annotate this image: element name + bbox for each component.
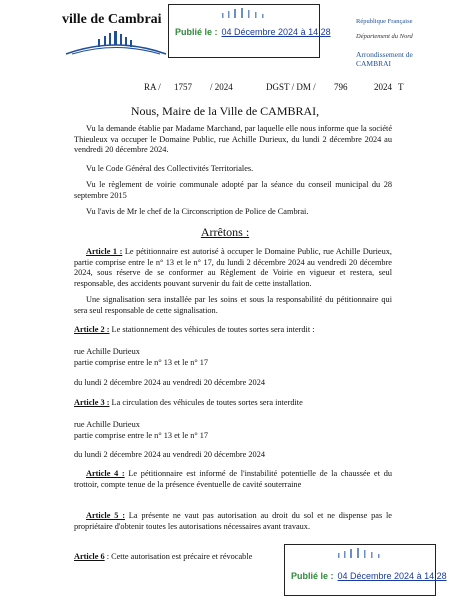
article-4-label: Article 4 : — [86, 469, 125, 478]
article-2-text: Le stationnement des véhicules de toutes sortes sera interdit : — [109, 325, 315, 334]
ref-year: / 2024 — [210, 82, 233, 92]
city-logo — [62, 12, 170, 56]
preamble-police: Vu l'avis de Mr le chef de la Circonscription de Police de Cambrai. — [86, 207, 309, 216]
article-3-section: partie comprise entre le n° 13 et le n° 17 — [74, 431, 209, 440]
ref-number-2: 796 — [334, 82, 348, 92]
article-3-period: du lundi 2 décembre 2024 au vendredi 20 décembre 2024 — [74, 450, 265, 459]
article-5 — [74, 511, 392, 532]
article-1-text: Le pétitionnaire est autorisé à occuper le Domaine Public, rue Achille Durieux, partie comprise entre le n° 13 et le n° 17, du lundi 2 décembre 2024 au vendredi 20 décembre 2024, sous réserve de se conformer au Règlement de Voirie en vigueur et restera, seul responsable, des accidents pouvant survenir du fait de cette installation. — [74, 247, 392, 288]
article-3-label: Article 3 : — [74, 398, 110, 407]
ref-service: DGST / DM / — [266, 82, 316, 92]
page-title: Nous, Maire de la Ville de CAMBRAI, — [130, 104, 320, 118]
logo-skyline-icon — [64, 30, 168, 56]
article-2-section: partie comprise entre le n° 13 et le n° 17 — [74, 358, 209, 367]
article-5-text: La présente ne vaut pas autorisation au droit du sol et ne dispense pas le propriétaire d'obtenir toutes les autorisations nécessaires avant travaux. — [74, 511, 392, 531]
decision-heading: Arrêtons : — [200, 225, 250, 239]
stamp-date-bottom: 04 Décembre 2024 à 14:28 — [337, 571, 447, 581]
publication-stamp-top — [168, 4, 331, 58]
article-1-signalisation: Une signalisation sera installée par les soins et sous la responsabilité du pétitionnaire qui sera seul responsable de cette signalisation. — [74, 295, 392, 315]
ref-suffix: T — [398, 82, 404, 92]
stamp-label: Publié le : — [175, 27, 218, 37]
article-3-street: rue Achille Durieux — [74, 420, 140, 429]
stamp-date: 04 Décembre 2024 à 14:28 — [221, 27, 331, 37]
ref-ra: RA / — [144, 82, 161, 92]
preamble-reglement: Vu le règlement de voirie communale adopté par la séance du conseil municipal du 28 septembre 2015 — [74, 180, 392, 200]
republique-text: République Française — [356, 18, 413, 25]
article-2 — [74, 325, 315, 336]
article-1-label: Article 1 : — [86, 247, 123, 256]
stamp-text — [175, 27, 331, 37]
article-3 — [74, 398, 303, 407]
article-2-period: du lundi 2 décembre 2024 au vendredi 20 décembre 2024 — [74, 378, 265, 387]
departement-text: Département du Nord — [356, 32, 413, 40]
logo-text: ville de Cambrai — [62, 12, 162, 27]
ref-year-2: 2024 — [374, 82, 392, 92]
article-4-text: Le pétitionnaire est informé de l'instabilité potentielle de la chaussée et du trottoir, compte tenue de la présence éventuelle de cavité souterraine — [74, 469, 392, 489]
preamble-code: Vu le Code Général des Collectivités Territoriales. — [86, 164, 254, 173]
article-5-label: Article 5 : — [86, 511, 125, 520]
ref-number: 1757 — [174, 82, 192, 92]
stamp-skyline-icon-bottom — [334, 548, 386, 558]
article-2-label: Article 2 : — [74, 325, 110, 334]
admin-block — [356, 18, 446, 68]
article-6 — [74, 552, 252, 561]
stamp-skyline-icon — [218, 8, 270, 18]
arrondissement-text: Arrondissement de CAMBRAI — [356, 49, 413, 68]
article-6-text: : Cette autorisation est précaire et révocable — [104, 552, 253, 561]
publication-stamp-bottom — [284, 544, 447, 596]
stamp-text-bottom — [291, 571, 447, 581]
article-1 — [74, 247, 392, 289]
article-2-street: rue Achille Durieux — [74, 347, 140, 356]
article-6-label: Article 6 — [74, 552, 105, 561]
article-4 — [74, 469, 392, 490]
article-3-text: La circulation des véhicules de toutes sortes sera interdite — [109, 398, 303, 407]
preamble-request: Vu la demande établie par Madame Marchand, par laquelle elle nous informe que la société Thieuleux va occuper le Domaine Public, rue Achille Durieux, du lundi 2 décembre 2024 au vendredi 20 décembre 2024. — [74, 124, 392, 155]
stamp-label-bottom: Publié le : — [291, 571, 334, 581]
